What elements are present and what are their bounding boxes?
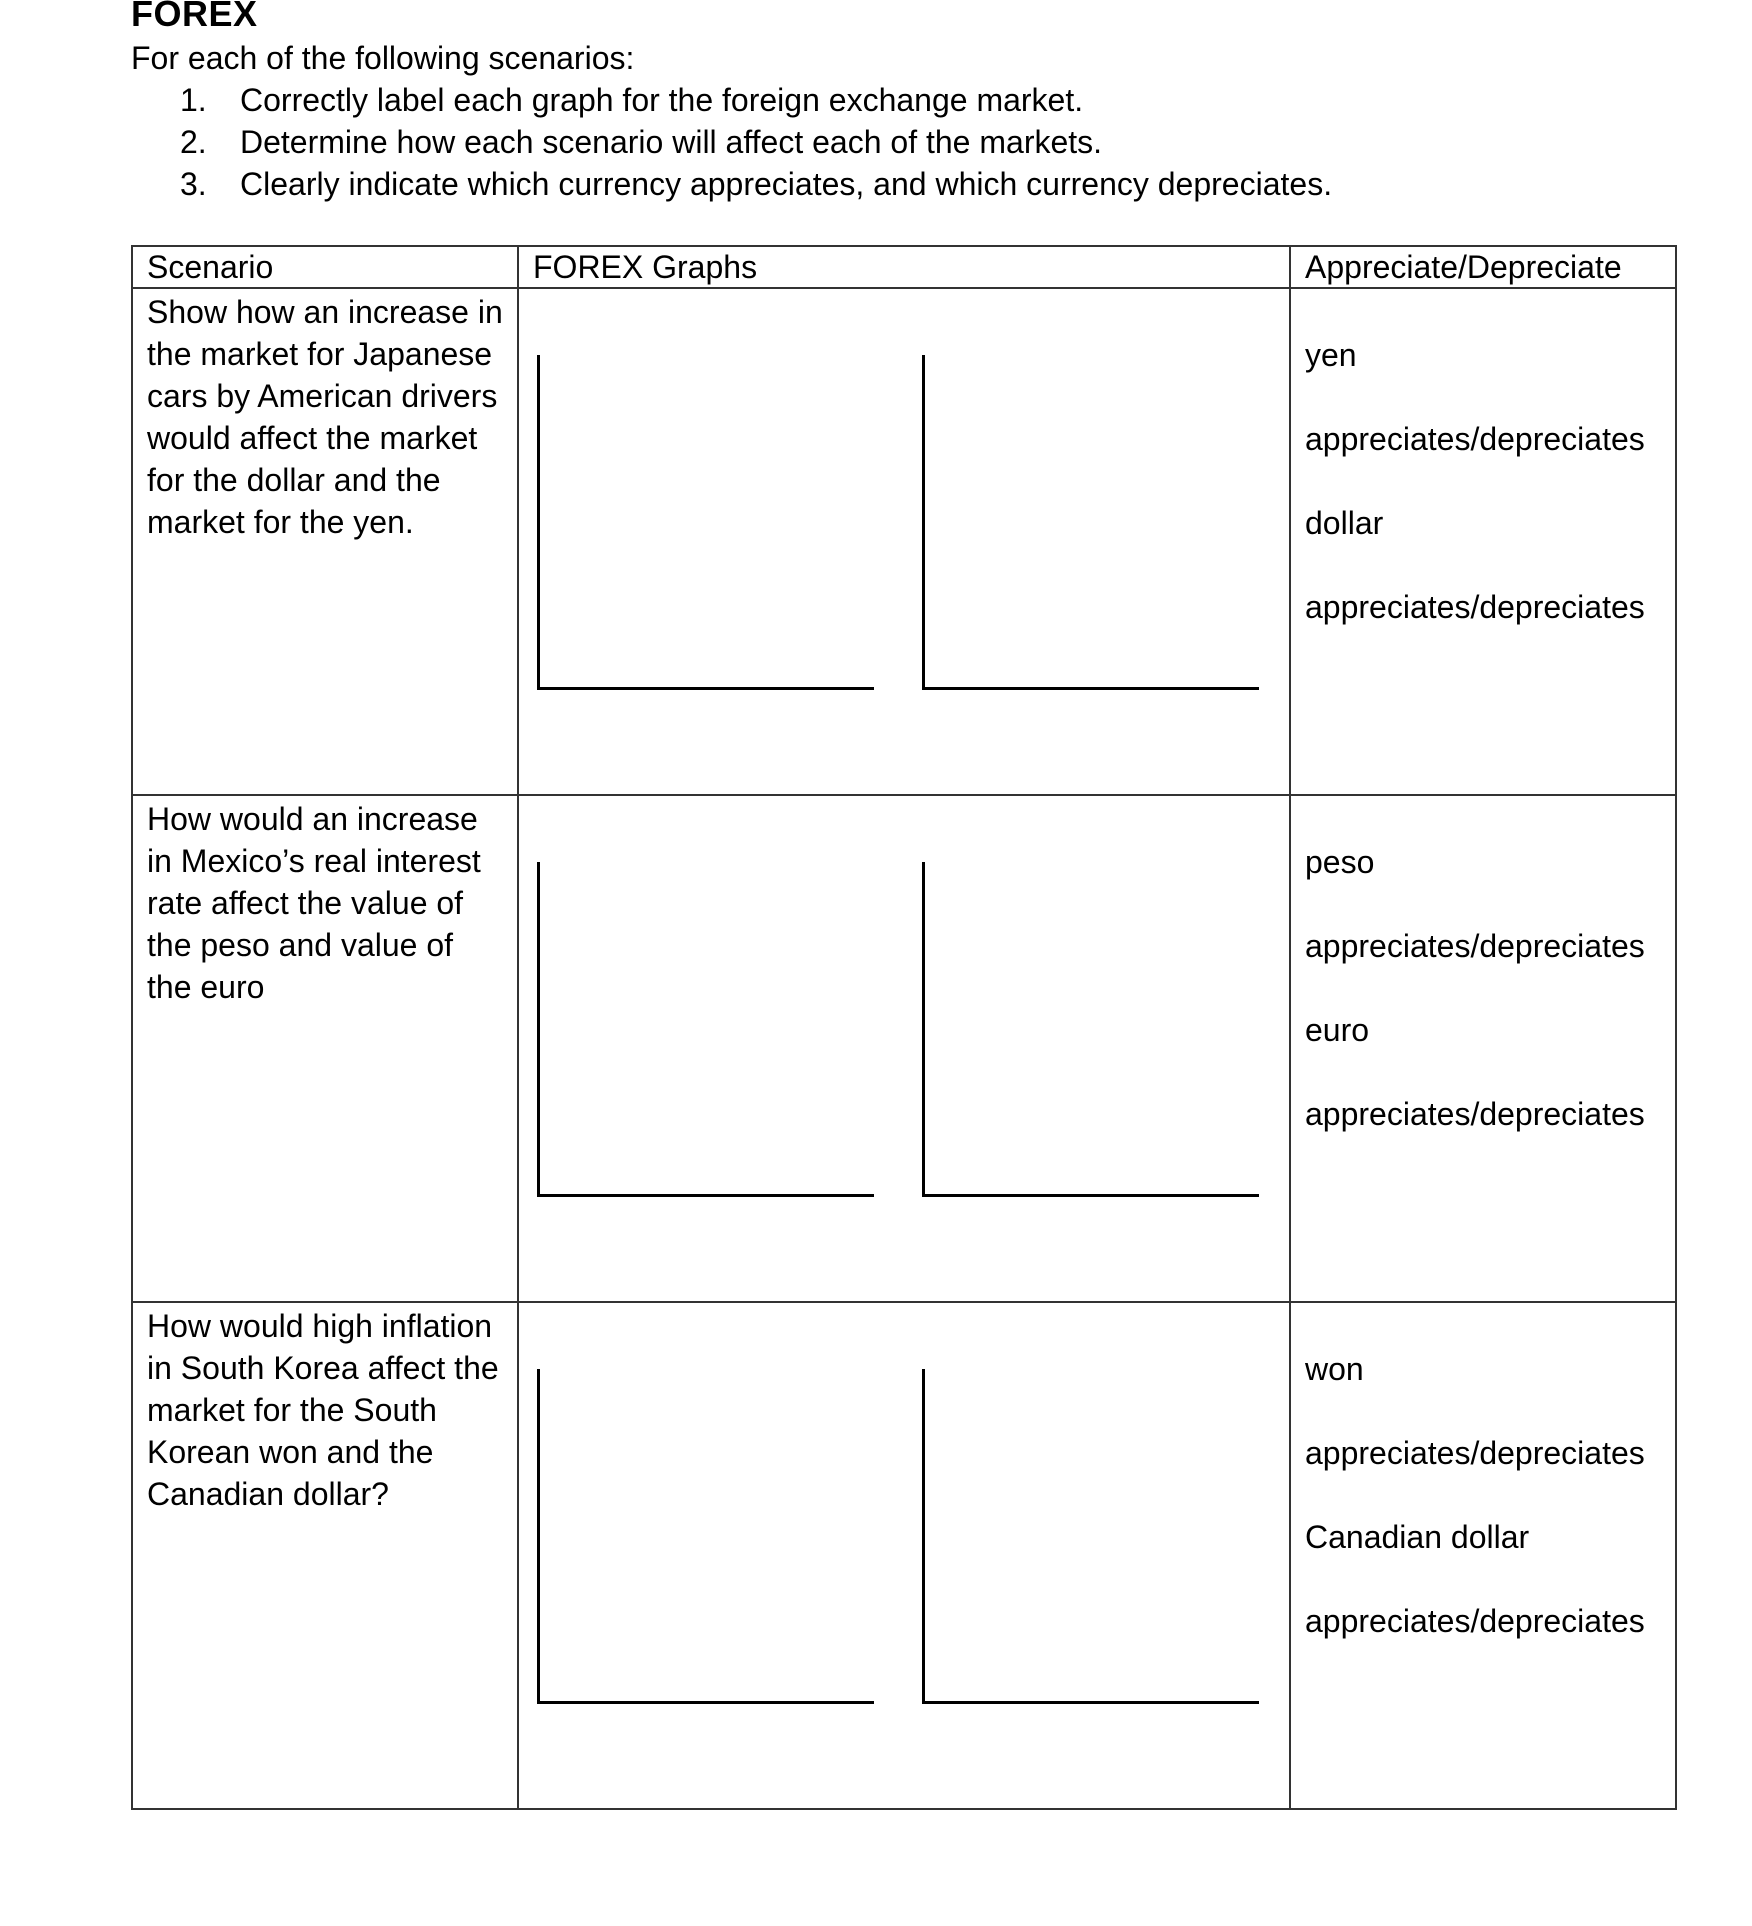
appreciate-depreciate-choice[interactable]: appreciates/depreciates xyxy=(1305,1435,1645,1471)
instruction-number: 1. xyxy=(180,82,207,118)
forex-table xyxy=(131,245,1677,1810)
column-header-graphs: FOREX Graphs xyxy=(518,246,1290,288)
scenario-cell xyxy=(132,288,518,795)
scenario-text: How would an increase in Mexico’s real interest rate affect the value of the peso and value of the euro xyxy=(147,801,481,1005)
answer-cell xyxy=(1290,288,1676,795)
table-row xyxy=(132,1302,1676,1809)
graph-cell xyxy=(518,1302,1290,1809)
graph-cell xyxy=(518,288,1290,795)
column-header-scenario: Scenario xyxy=(132,246,518,288)
scenario-text: How would high inflation in South Korea affect the market for the South Korean won and the Canadian dollar? xyxy=(147,1308,499,1512)
appreciate-depreciate-choice[interactable]: appreciates/depreciates xyxy=(1305,1603,1645,1639)
instruction-item xyxy=(180,121,1332,163)
intro-text: For each of the following scenarios: xyxy=(131,40,635,76)
currency-label: dollar xyxy=(1305,505,1384,541)
blank-graph-axes-right[interactable] xyxy=(922,1369,1259,1704)
instruction-number: 2. xyxy=(180,124,207,160)
answer-cell xyxy=(1290,795,1676,1302)
currency-label: won xyxy=(1305,1351,1364,1387)
scenario-cell xyxy=(132,1302,518,1809)
scenario-text: Show how an increase in the market for Japanese cars by American drivers would affect the market for the dollar and the market for the yen. xyxy=(147,294,503,540)
currency-label: yen xyxy=(1305,337,1357,373)
appreciate-depreciate-choice[interactable]: appreciates/depreciates xyxy=(1305,1096,1645,1132)
answer-list xyxy=(1305,1305,1661,1663)
answer-list xyxy=(1305,798,1661,1156)
instruction-text: Correctly label each graph for the foreign exchange market. xyxy=(240,82,1084,118)
blank-graph-axes-left[interactable] xyxy=(537,355,874,690)
blank-graph-axes-right[interactable] xyxy=(922,862,1259,1197)
scenario-cell xyxy=(132,795,518,1302)
appreciate-depreciate-choice[interactable]: appreciates/depreciates xyxy=(1305,928,1645,964)
blank-graph-axes-left[interactable] xyxy=(537,862,874,1197)
instructions-list xyxy=(180,79,1332,205)
answer-list xyxy=(1305,291,1661,649)
currency-label: Canadian dollar xyxy=(1305,1519,1530,1555)
table-header-row xyxy=(132,246,1676,288)
appreciate-depreciate-choice[interactable]: appreciates/depreciates xyxy=(1305,421,1645,457)
blank-graph-axes-right[interactable] xyxy=(922,355,1259,690)
graph-cell xyxy=(518,795,1290,1302)
blank-graph-axes-left[interactable] xyxy=(537,1369,874,1704)
instruction-text: Clearly indicate which currency appreciates, and which currency depreciates. xyxy=(240,166,1333,202)
table-row xyxy=(132,795,1676,1302)
currency-label: euro xyxy=(1305,1012,1370,1048)
instruction-item xyxy=(180,163,1332,205)
currency-label: peso xyxy=(1305,844,1375,880)
instruction-text: Determine how each scenario will affect each of the markets. xyxy=(240,124,1103,160)
page-title: FOREX xyxy=(131,0,258,34)
column-header-appreciate-depreciate: Appreciate/Depreciate xyxy=(1290,246,1676,288)
instruction-number: 3. xyxy=(180,166,207,202)
appreciate-depreciate-choice[interactable]: appreciates/depreciates xyxy=(1305,589,1645,625)
answer-cell xyxy=(1290,1302,1676,1809)
instruction-item xyxy=(180,79,1332,121)
table-row xyxy=(132,288,1676,795)
